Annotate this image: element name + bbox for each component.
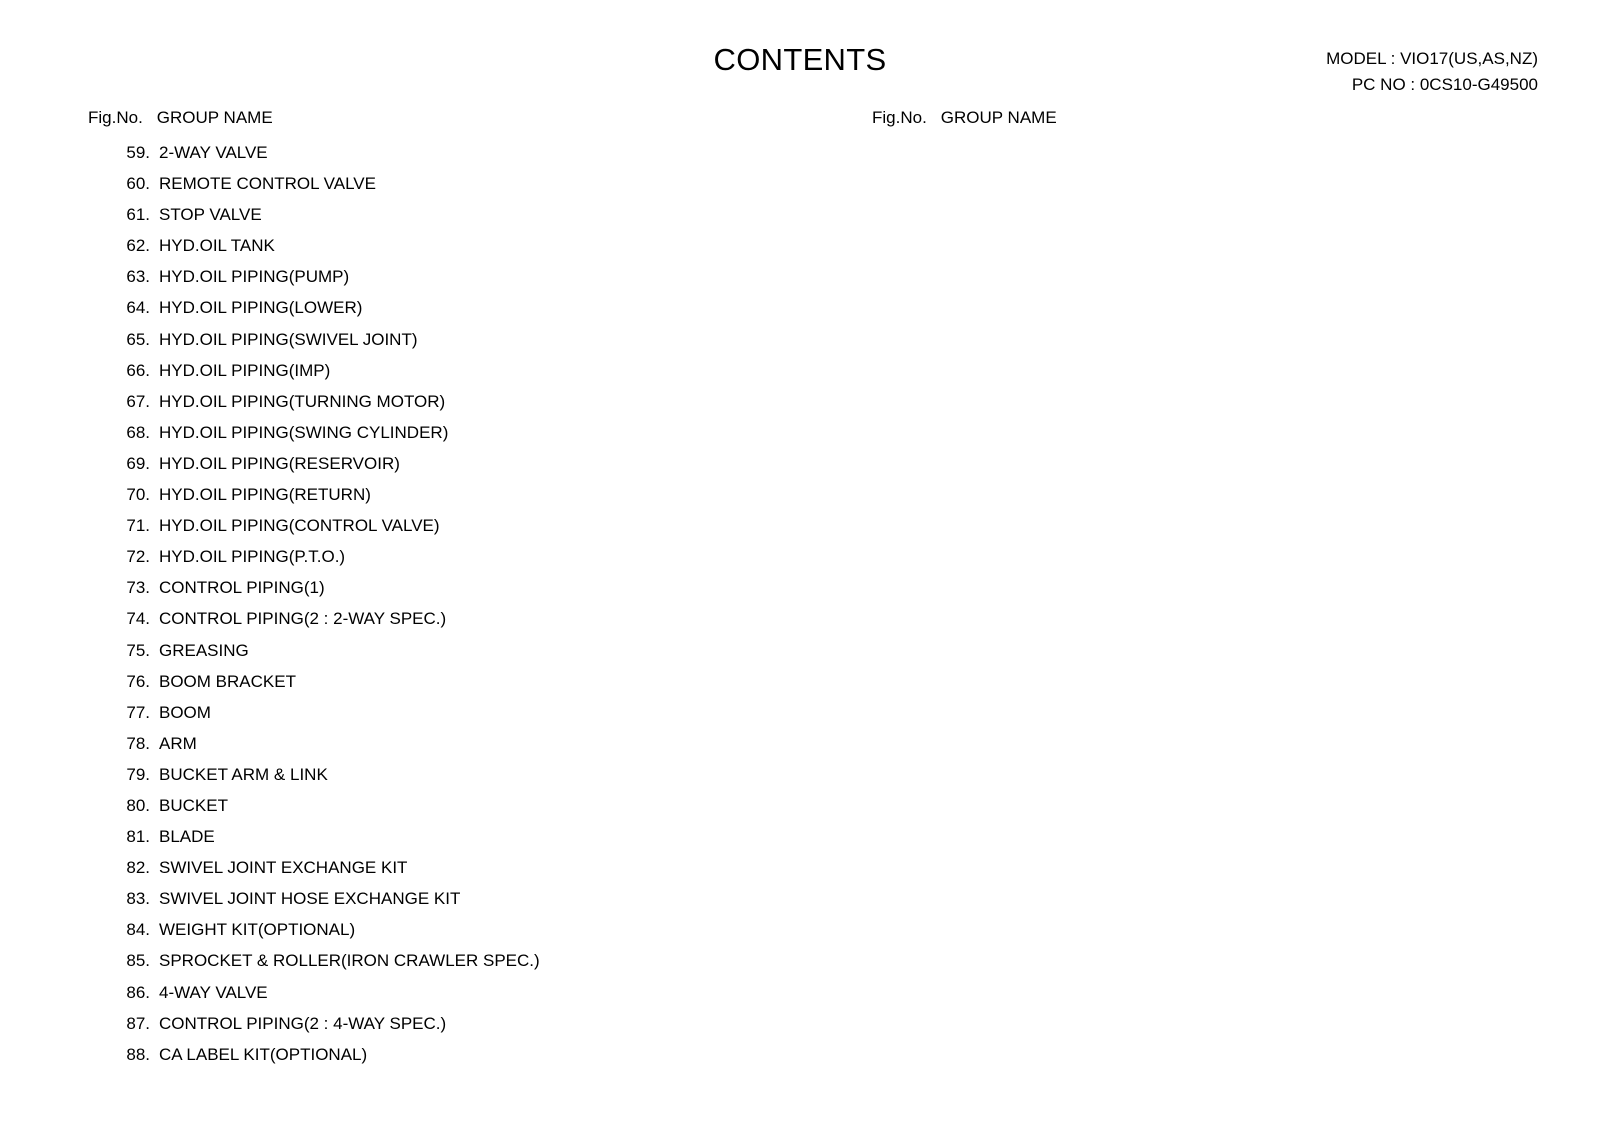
contents-item[interactable] [110, 417, 540, 448]
contents-item[interactable] [110, 572, 540, 603]
group-name: HYD.OIL PIPING(P.T.O.) [159, 547, 346, 567]
fig-number: 71. [126, 516, 150, 536]
fig-number: 67. [126, 391, 150, 411]
contents-item[interactable] [110, 852, 540, 883]
contents-item[interactable] [110, 541, 540, 572]
group-name: BLADE [159, 827, 215, 847]
fig-number: 87. [126, 1013, 150, 1033]
fig-number: 66. [126, 360, 150, 380]
pc-number-label: PC NO : 0CS10-G49500 [1351, 75, 1538, 94]
fig-number: 60. [126, 174, 150, 194]
contents-item[interactable] [110, 697, 540, 728]
fig-number: 88. [126, 1044, 150, 1064]
document-meta [1326, 46, 1538, 98]
fig-number: 74. [126, 609, 150, 629]
group-name: STOP VALVE [159, 205, 262, 225]
fig-number: 61. [126, 205, 150, 225]
contents-item[interactable] [110, 790, 540, 821]
group-name-header: GROUP NAME [940, 108, 1057, 127]
group-name: BUCKET ARM & LINK [159, 764, 328, 784]
contents-item[interactable] [110, 230, 540, 261]
fig-number: 81. [126, 827, 150, 847]
contents-item[interactable] [110, 821, 540, 852]
contents-item[interactable] [110, 355, 540, 386]
contents-item[interactable] [110, 510, 540, 541]
group-name: SPROCKET & ROLLER(IRON CRAWLER SPEC.) [159, 951, 540, 971]
group-name: WEIGHT KIT(OPTIONAL) [159, 920, 356, 940]
contents-item[interactable] [110, 603, 540, 634]
contents-item[interactable] [110, 448, 540, 479]
group-name: CA LABEL KIT(OPTIONAL) [159, 1044, 368, 1064]
fig-no-header: Fig.No. [872, 108, 927, 127]
fig-number: 64. [126, 298, 150, 318]
fig-number: 63. [126, 267, 150, 287]
group-name-header: GROUP NAME [156, 108, 273, 127]
contents-item[interactable] [110, 945, 540, 976]
contents-item[interactable] [110, 292, 540, 323]
fig-number: 73. [126, 578, 150, 598]
contents-item[interactable] [110, 759, 540, 790]
contents-item[interactable] [110, 137, 540, 168]
right-column-header [872, 108, 1057, 128]
contents-item[interactable] [110, 386, 540, 417]
fig-number: 62. [126, 236, 150, 256]
group-name: HYD.OIL PIPING(CONTROL VALVE) [159, 516, 440, 536]
contents-item[interactable] [110, 883, 540, 914]
group-name: HYD.OIL PIPING(TURNING MOTOR) [159, 391, 446, 411]
fig-number: 59. [126, 143, 150, 162]
fig-number: 70. [126, 485, 150, 505]
contents-item[interactable] [110, 1008, 540, 1039]
group-name: CONTROL PIPING(1) [159, 578, 325, 598]
group-name: GREASING [159, 640, 249, 660]
fig-no-header: Fig.No. [88, 108, 143, 127]
contents-item[interactable] [110, 324, 540, 355]
group-name: BOOM [159, 702, 211, 722]
group-name: BOOM BRACKET [159, 671, 296, 691]
group-name: HYD.OIL PIPING(RESERVOIR) [159, 453, 400, 473]
contents-item[interactable] [110, 479, 540, 510]
group-name: HYD.OIL PIPING(RETURN) [159, 485, 371, 505]
fig-number: 86. [126, 982, 150, 1002]
fig-number: 76. [126, 671, 150, 691]
group-name: HYD.OIL PIPING(SWIVEL JOINT) [159, 329, 418, 349]
group-name: SWIVEL JOINT EXCHANGE KIT [159, 858, 408, 878]
fig-number: 65. [126, 329, 150, 349]
fig-number: 83. [126, 889, 150, 909]
contents-item[interactable] [110, 168, 540, 199]
contents-item[interactable] [110, 199, 540, 230]
group-name: REMOTE CONTROL VALVE [159, 174, 376, 194]
group-name: SWIVEL JOINT HOSE EXCHANGE KIT [159, 889, 461, 909]
fig-number: 68. [126, 422, 150, 442]
fig-number: 78. [126, 733, 150, 753]
fig-number: 69. [126, 453, 150, 473]
fig-number: 82. [126, 858, 150, 878]
contents-item[interactable] [110, 914, 540, 945]
fig-number: 75. [126, 640, 150, 660]
contents-item[interactable] [110, 1039, 540, 1070]
group-name: BUCKET [159, 795, 228, 815]
group-name: 4-WAY VALVE [159, 982, 268, 1002]
contents-item[interactable] [110, 977, 540, 1008]
contents-item[interactable] [110, 261, 540, 292]
group-name: ARM [159, 733, 197, 753]
left-column-header [88, 108, 273, 128]
group-name: CONTROL PIPING(2 : 2-WAY SPEC.) [159, 609, 447, 629]
contents-item[interactable] [110, 728, 540, 759]
group-name: HYD.OIL PIPING(IMP) [159, 360, 331, 380]
fig-number: 77. [126, 702, 150, 722]
fig-number: 80. [126, 795, 150, 815]
group-name: HYD.OIL PIPING(SWING CYLINDER) [159, 422, 449, 442]
group-name: 2-WAY VALVE [159, 143, 268, 162]
group-name: HYD.OIL PIPING(PUMP) [159, 267, 350, 287]
page-title: CONTENTS [713, 42, 887, 77]
group-name: HYD.OIL TANK [159, 236, 275, 256]
contents-list [110, 137, 540, 1070]
group-name: CONTROL PIPING(2 : 4-WAY SPEC.) [159, 1013, 447, 1033]
fig-number: 84. [126, 920, 150, 940]
fig-number: 85. [126, 951, 150, 971]
model-label: MODEL : VIO17(US,AS,NZ) [1326, 49, 1538, 68]
fig-number: 79. [126, 764, 150, 784]
group-name: HYD.OIL PIPING(LOWER) [159, 298, 363, 318]
fig-number: 72. [126, 547, 150, 567]
contents-item[interactable] [110, 635, 540, 666]
contents-item[interactable] [110, 666, 540, 697]
